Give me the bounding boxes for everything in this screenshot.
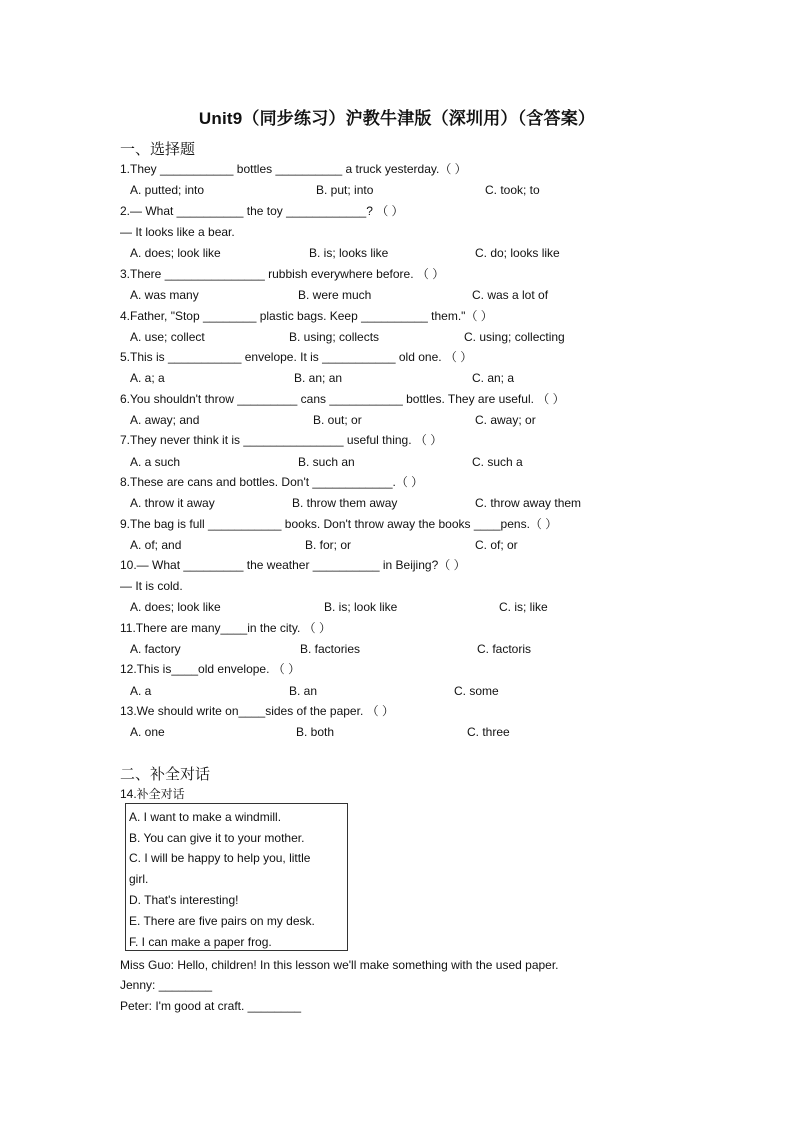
- question-stem: 9.The bag is full ___________ books. Don't throw away the books ____pens.（ ）: [120, 517, 558, 531]
- option-a: A. was many: [130, 288, 199, 302]
- option-c: C. is; like: [499, 600, 548, 614]
- option-b: B. factories: [300, 642, 361, 656]
- box-option: D. That's interesting!: [129, 893, 239, 907]
- option-a: A. factory: [130, 642, 181, 656]
- question-sub: — It is cold.: [120, 579, 183, 593]
- dialogue-line: Peter: I'm good at craft. ________: [120, 999, 302, 1013]
- option-a: A. does; look like: [130, 246, 221, 260]
- option-b: B. is; look like: [324, 600, 398, 614]
- option-c: C. factoris: [477, 642, 532, 656]
- option-a: A. a: [130, 684, 152, 698]
- option-b: B. both: [296, 725, 335, 739]
- option-b: B. throw them away: [292, 496, 398, 510]
- option-c: C. was a lot of: [472, 288, 549, 302]
- question-stem: 5.This is ___________ envelope. It is ___________ old one. （ ）: [120, 350, 473, 364]
- question-stem: 13.We should write on____sides of the paper. （ ）: [120, 704, 394, 718]
- option-a: A. a such: [130, 455, 181, 469]
- question-stem: 7.They never think it is _______________ useful thing. （ ）: [120, 433, 443, 447]
- option-c: C. took; to: [485, 183, 540, 197]
- options-box: [125, 803, 348, 951]
- option-b: B. an; an: [294, 371, 343, 385]
- option-c: C. of; or: [475, 538, 518, 552]
- option-b: B. such an: [298, 455, 355, 469]
- option-c: C. using; collecting: [464, 330, 565, 344]
- question-stem: 2.— What __________ the toy ____________? （ ）: [120, 204, 404, 218]
- box-option: C. I will be happy to help you, little: [129, 851, 311, 865]
- question-stem: 3.There _______________ rubbish everywhere before. （ ）: [120, 267, 445, 281]
- option-c: C. throw away them: [475, 496, 582, 510]
- option-b: B. for; or: [305, 538, 352, 552]
- option-b: B. were much: [298, 288, 372, 302]
- question-stem: 1.They ___________ bottles __________ a truck yesterday.（ ）: [120, 162, 467, 176]
- box-option: E. There are five pairs on my desk.: [129, 914, 315, 928]
- option-b: B. is; looks like: [309, 246, 389, 260]
- option-c: C. an; a: [472, 371, 515, 385]
- question-sub: — It looks like a bear.: [120, 225, 235, 239]
- option-c: C. away; or: [475, 413, 536, 427]
- option-a: A. does; look like: [130, 600, 221, 614]
- question-stem: 4.Father, "Stop ________ plastic bags. Keep __________ them."（ ）: [120, 309, 493, 323]
- question-stem: 11.There are many____in the city. （ ）: [120, 621, 331, 635]
- option-c: C. three: [467, 725, 510, 739]
- option-a: A. away; and: [130, 413, 200, 427]
- option-b: B. out; or: [313, 413, 362, 427]
- section-heading-dialogue: 二、补全对话: [120, 766, 211, 783]
- option-a: A. putted; into: [130, 183, 205, 197]
- option-a: A. one: [130, 725, 165, 739]
- box-option: A. I want to make a windmill.: [129, 810, 282, 824]
- question-stem: 10.— What _________ the weather __________ in Beijing?（ ）: [120, 558, 466, 572]
- question-stem: 8.These are cans and bottles. Don't ____________.（ ）: [120, 475, 424, 489]
- option-a: A. of; and: [130, 538, 182, 552]
- box-option: B. You can give it to your mother.: [129, 831, 305, 845]
- option-a: A. use; collect: [130, 330, 205, 344]
- option-c: C. such a: [472, 455, 523, 469]
- dialogue-line: Miss Guo: Hello, children! In this lesson we'll make something with the used paper.: [120, 958, 559, 972]
- option-b: B. an: [289, 684, 318, 698]
- box-option: F. I can make a paper frog.: [129, 935, 272, 949]
- option-b: B. put; into: [316, 183, 374, 197]
- option-c: C. some: [454, 684, 499, 698]
- question-stem: 6.You shouldn't throw _________ cans ___________ bottles. They are useful. （ ）: [120, 392, 565, 406]
- option-c: C. do; looks like: [475, 246, 560, 260]
- question-stem: 12.This is____old envelope. （ ）: [120, 662, 301, 676]
- dialogue-line: Jenny: ________: [120, 978, 213, 992]
- page-title: Unit9（同步练习）沪教牛津版（深圳用）（含答案）: [198, 109, 596, 128]
- box-option: girl.: [129, 872, 149, 886]
- option-a: A. throw it away: [130, 496, 215, 510]
- question-label: 14.补全对话: [120, 787, 185, 801]
- option-b: B. using; collects: [289, 330, 380, 344]
- option-a: A. a; a: [130, 371, 165, 385]
- section-heading-choice: 一、选择题: [120, 141, 196, 158]
